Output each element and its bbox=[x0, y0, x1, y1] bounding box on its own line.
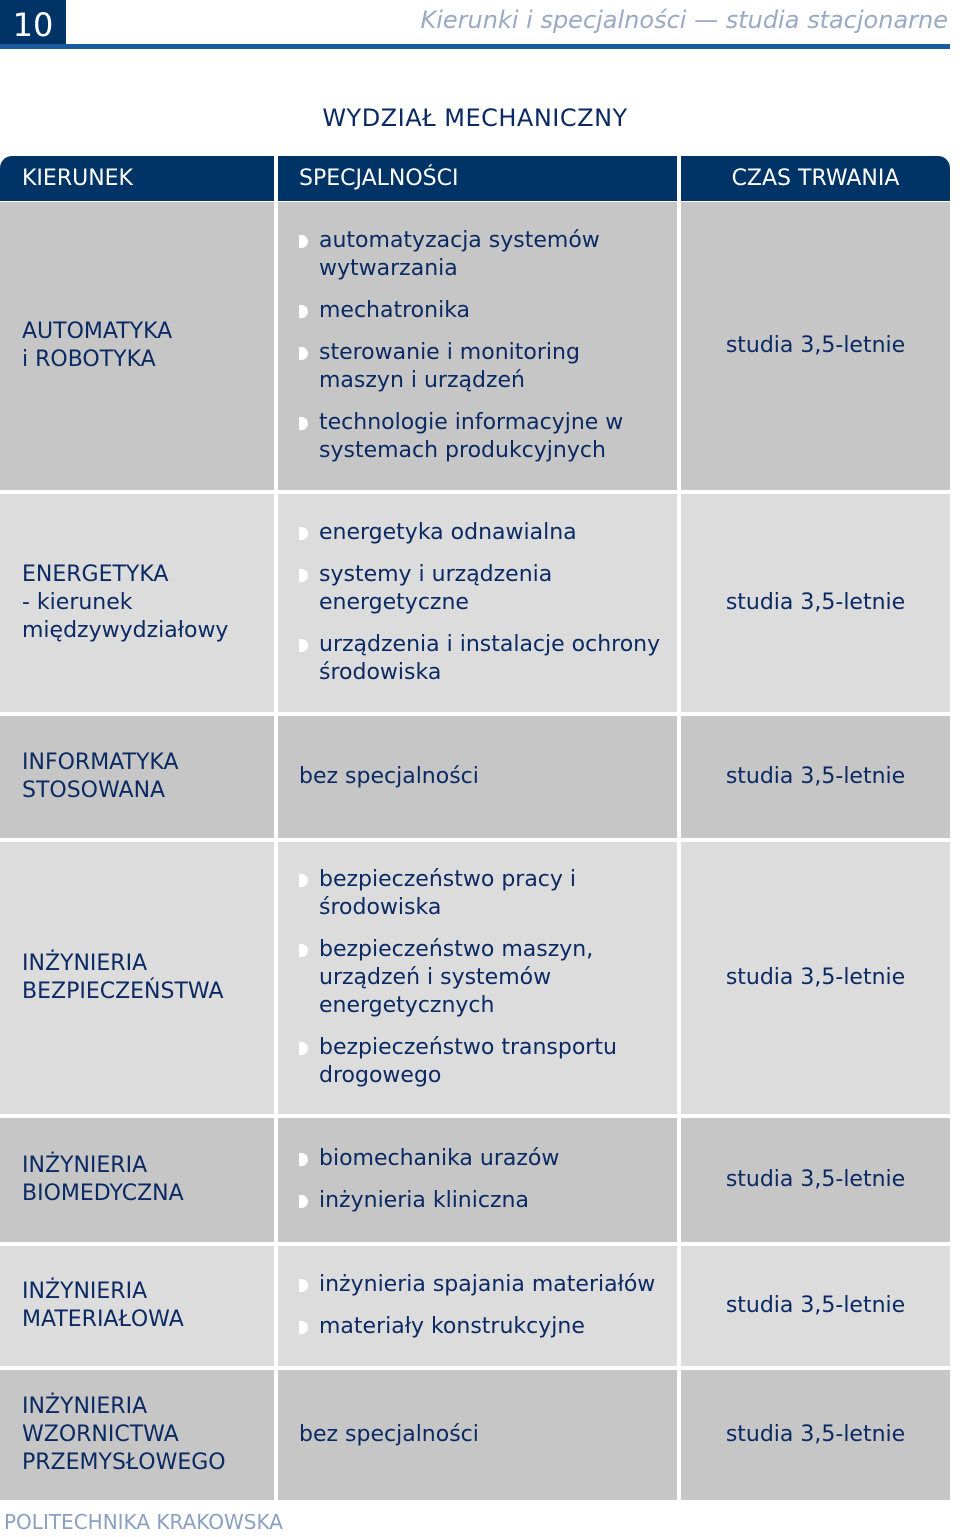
czas-value: studia 3,5-letnie bbox=[725, 965, 906, 990]
table-row-kierunek bbox=[0, 716, 274, 838]
table-row-czas bbox=[681, 202, 950, 490]
czas-value: studia 3,5-letnie bbox=[725, 1422, 906, 1447]
table-row-specjalnosci bbox=[278, 1246, 677, 1366]
column-header-specjalnosci: SPECJALNOŚCI bbox=[278, 156, 677, 201]
bullet-icon bbox=[299, 1042, 308, 1055]
czas-value: studia 3,5-letnie bbox=[725, 333, 906, 358]
bullet-icon bbox=[299, 235, 308, 248]
bullet-icon bbox=[299, 305, 308, 318]
list-item: automatyzacja systemów wytwarzania bbox=[299, 227, 619, 283]
kierunek-label: INŻYNIERIA MATERIAŁOWA bbox=[22, 1279, 184, 1332]
list-item: energetyka odnawialna bbox=[299, 519, 679, 547]
bullet-icon bbox=[299, 1321, 308, 1334]
table-row-czas bbox=[681, 494, 950, 712]
table-row-specjalnosci bbox=[278, 842, 677, 1114]
table-row-czas bbox=[681, 1246, 950, 1366]
bullet-icon bbox=[299, 1153, 308, 1166]
bullet-icon bbox=[299, 569, 308, 582]
faculty-title: WYDZIAŁ MECHANICZNY bbox=[322, 104, 628, 132]
bullet-icon bbox=[299, 944, 308, 957]
table-row-kierunek bbox=[0, 1246, 274, 1366]
czas-value: studia 3,5-letnie bbox=[725, 1167, 906, 1192]
bullet-icon bbox=[299, 1195, 308, 1208]
bullet-icon bbox=[299, 639, 308, 652]
kierunek-label: INFORMATYKA STOSOWANA bbox=[22, 750, 179, 803]
table-row-kierunek bbox=[0, 842, 274, 1114]
list-item: sterowanie i monitoring maszyn i urządzeń bbox=[299, 339, 619, 395]
czas-value: studia 3,5-letnie bbox=[725, 1293, 906, 1318]
table-row-kierunek bbox=[0, 1370, 274, 1500]
table-row-specjalnosci bbox=[278, 1370, 677, 1500]
list-item: materiały konstrukcyjne bbox=[299, 1313, 655, 1341]
czas-value: studia 3,5-letnie bbox=[725, 590, 906, 615]
table-row-specjalnosci bbox=[278, 494, 677, 712]
table-row-specjalnosci bbox=[278, 1118, 677, 1242]
list-item: biomechanika urazów bbox=[299, 1145, 559, 1173]
list-item: systemy i urządzenia energetyczne bbox=[299, 561, 579, 617]
bullet-icon bbox=[299, 874, 308, 887]
bullet-icon bbox=[299, 347, 308, 360]
list-item: mechatronika bbox=[299, 297, 659, 325]
list-item: bezpieczeństwo pracy i środowiska bbox=[299, 866, 589, 922]
specjalnosci-list bbox=[299, 519, 679, 687]
kierunek-label: AUTOMATYKA i ROBOTYKA bbox=[22, 319, 173, 372]
bullet-icon bbox=[299, 1279, 308, 1292]
running-title: Kierunki i specjalności — studia stacjonarne bbox=[420, 6, 948, 34]
page-number: 10 bbox=[0, 0, 66, 48]
header-rule bbox=[0, 44, 950, 49]
table-row-kierunek bbox=[0, 202, 274, 490]
list-item: bezpieczeństwo transportu drogowego bbox=[299, 1034, 639, 1090]
table-row-specjalnosci bbox=[278, 716, 677, 838]
table-row-kierunek bbox=[0, 494, 274, 712]
list-item: inżynieria kliniczna bbox=[299, 1187, 559, 1215]
table-row-czas bbox=[681, 716, 950, 838]
list-item: inżynieria spajania materiałów bbox=[299, 1271, 655, 1299]
czas-value: studia 3,5-letnie bbox=[725, 764, 906, 789]
table-row-kierunek bbox=[0, 1118, 274, 1242]
kierunek-label: ENERGETYKA - kierunek międzywydziałowy bbox=[22, 562, 229, 643]
kierunek-label: INŻYNIERIA BIOMEDYCZNA bbox=[22, 1153, 184, 1206]
list-item: technologie informacyjne w systemach produkcyjnych bbox=[299, 409, 659, 465]
specjalnosci-text: bez specjalności bbox=[299, 764, 479, 789]
table-row-czas bbox=[681, 842, 950, 1114]
bullet-icon bbox=[299, 417, 308, 430]
specjalnosci-list bbox=[299, 866, 639, 1090]
table-row-czas bbox=[681, 1118, 950, 1242]
specjalnosci-list bbox=[299, 1271, 655, 1341]
kierunek-label: INŻYNIERIA WZORNICTWA PRZEMYSŁOWEGO bbox=[22, 1394, 226, 1475]
column-header-kierunek: KIERUNEK bbox=[0, 156, 274, 201]
kierunek-label: INŻYNIERIA BEZPIECZEŃSTWA bbox=[22, 951, 224, 1004]
specjalnosci-text: bez specjalności bbox=[299, 1422, 479, 1447]
footer-university: POLITECHNIKA KRAKOWSKA bbox=[4, 1510, 283, 1534]
specjalnosci-list bbox=[299, 227, 659, 465]
table-row-czas bbox=[681, 1370, 950, 1500]
table-row-specjalnosci bbox=[278, 202, 677, 490]
list-item: bezpieczeństwo maszyn, urządzeń i systemów energetycznych bbox=[299, 936, 619, 1020]
bullet-icon bbox=[299, 527, 308, 540]
column-header-czas: CZAS TRWANIA bbox=[681, 156, 950, 201]
specjalnosci-list bbox=[299, 1145, 559, 1215]
list-item: urządzenia i instalacje ochrony środowiska bbox=[299, 631, 679, 687]
